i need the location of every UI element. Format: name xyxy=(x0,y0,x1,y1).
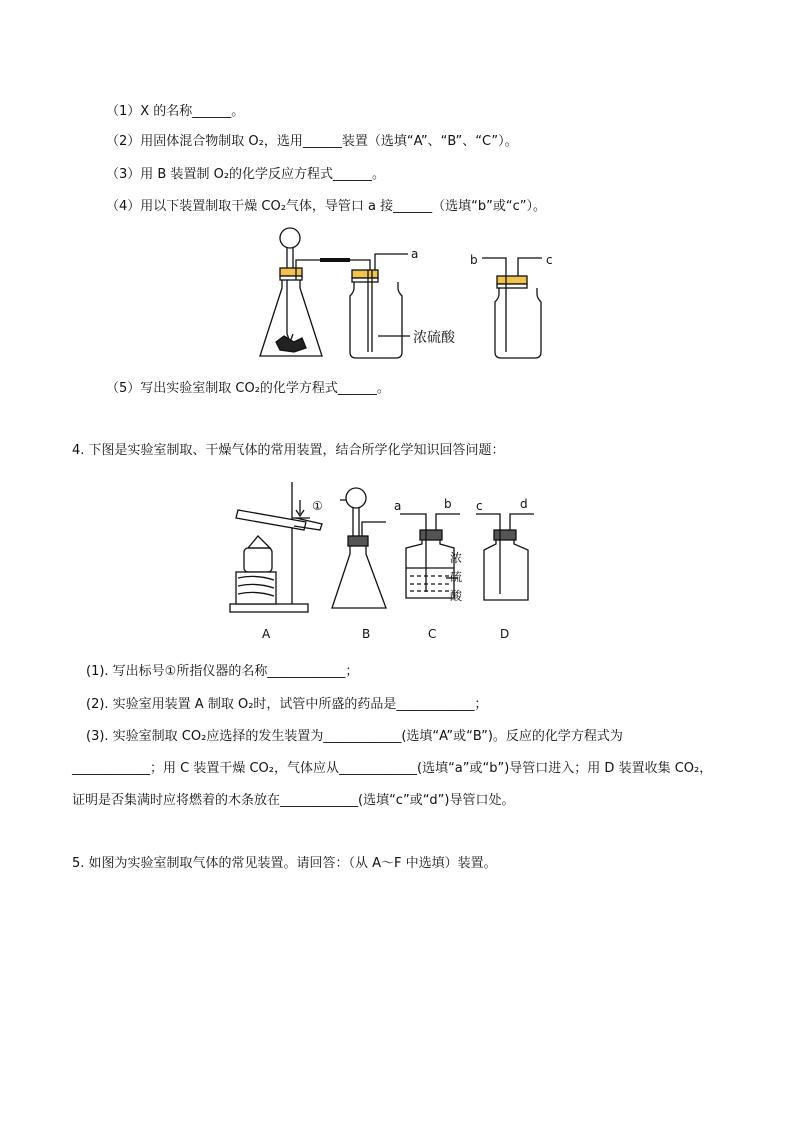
q3-item-3: （3）用 B 装置制 O₂的化学反应方程式______。 xyxy=(106,167,386,182)
q4-label-C: C xyxy=(428,627,437,641)
q4-sub-3-line-2: ____________；用 C 装置干燥 CO₂，气体应从____________(选填“a”或“b”)导管口进入；用 D 装置收集 CO₂， xyxy=(72,761,713,776)
q4-label-acid-3: 酸 xyxy=(450,589,463,603)
q4-label-a: a xyxy=(394,499,402,513)
q3-item-4: （4）用以下装置制取干燥 CO₂气体，导管口 a 接______（选填“b”或“c”）。 xyxy=(106,199,546,214)
q4-label-c: c xyxy=(476,499,483,513)
q4-sub-3-line-3: 证明是否集满时应将燃着的木条放在____________(选填“c”或“d”)导管口处。 xyxy=(72,793,515,808)
q3-label-b: b xyxy=(470,253,478,267)
q4-apparatus-figure xyxy=(228,478,538,643)
q3-label-c: c xyxy=(546,253,553,267)
q4-label-b: b xyxy=(444,497,452,511)
q4-label-A: A xyxy=(262,627,271,641)
q3-item-5: （5）写出实验室制取 CO₂的化学方程式______。 xyxy=(106,381,390,396)
q4-sub-1: (1). 写出标号①所指仪器的名称____________； xyxy=(86,664,359,679)
q4-label-d: d xyxy=(520,497,528,511)
q3-item-1: （1）X 的名称______。 xyxy=(106,104,245,119)
q3-label-acid: 浓硫酸 xyxy=(413,330,455,346)
q4-label-circled-1: ① xyxy=(312,499,323,513)
q4-label-B: B xyxy=(362,627,371,641)
q4-label-acid-2: 硫 xyxy=(450,570,463,584)
q4-sub-2: (2). 实验室用装置 A 制取 O₂时，试管中所盛的药品是____________； xyxy=(86,697,488,712)
q4-label-D: D xyxy=(500,627,510,641)
q3-item-2: （2）用固体混合物制取 O₂，选用______装置（选填“A”、“B”、“C”）。 xyxy=(106,134,518,149)
q4-label-acid-1: 浓 xyxy=(450,551,463,565)
q3-apparatus-figure xyxy=(250,224,590,364)
q4-sub-3-line-1: (3). 实验室制取 CO₂应选择的发生装置为____________(选填“A”或“B”)。反应的化学方程式为 xyxy=(86,729,623,744)
q4-title: 4. 下图是实验室制取、干燥气体的常用装置，结合所学化学知识回答问题： xyxy=(72,443,505,458)
q5-title: 5. 如图为实验室制取气体的常见装置。请回答：（从 A～F 中选填）装置。 xyxy=(72,856,497,871)
q3-label-a: a xyxy=(411,247,419,261)
